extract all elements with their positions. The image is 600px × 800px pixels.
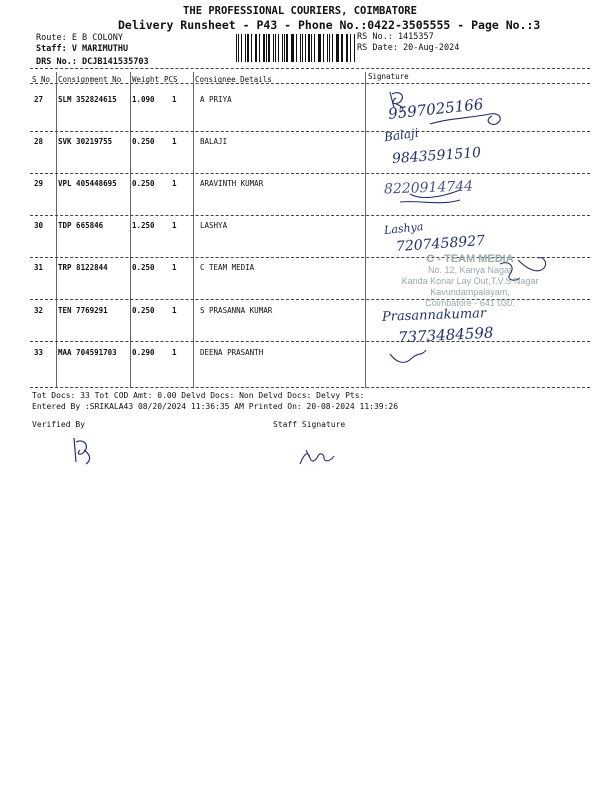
handwritten-name: Balaji — [383, 125, 420, 145]
barcode-bar — [318, 34, 319, 62]
barcode-bar — [247, 34, 249, 62]
company-title: THE PROFESSIONAL COURIERS, COIMBATORE — [183, 5, 417, 17]
col-consignment: Consignment No — [58, 75, 122, 84]
row-consignee: S PRASANNA KUMAR — [200, 306, 273, 315]
barcode-bar — [282, 34, 283, 62]
barcode-bar — [266, 34, 267, 62]
barcode-bar — [256, 34, 257, 62]
handwritten-phone: 9843591510 — [391, 144, 482, 168]
row-consignment: SLM 352824615 — [58, 95, 117, 104]
row-sno: 31 — [34, 263, 44, 272]
row-sno: 28 — [34, 137, 44, 146]
row-consignee: ARAVINTH KUMAR — [200, 179, 264, 188]
stamp-line: Coimbatore - 641 030. — [425, 298, 515, 308]
barcode-bar — [241, 34, 242, 62]
totals-summary: Tot Docs: 33 Tot COD Amt: 0.00 Delvd Docs: Non Delvd Docs: Delvy Pts: — [32, 391, 365, 400]
staff-signature-label: Staff Signature — [273, 420, 346, 429]
row-weight: 0.290 — [132, 348, 155, 357]
barcode-bar — [259, 34, 260, 62]
row-weight: 1.250 — [132, 221, 155, 230]
row-pcs: 1 — [172, 263, 177, 272]
barcode-bar — [292, 34, 294, 62]
stamp-line: C - TEAM MEDIA — [426, 253, 514, 265]
row-weight: 0.250 — [132, 306, 155, 315]
barcode-bar — [284, 34, 285, 62]
row-consignment: TRP 8122844 — [58, 263, 108, 272]
col-weight: Weight — [132, 75, 160, 84]
drs-number: DRS No.: DCJB141535703 — [36, 57, 149, 67]
barcode-bar — [268, 34, 270, 62]
handwritten-phone: 9597025166 — [387, 95, 485, 123]
barcode-bar — [255, 34, 256, 62]
row-sno: 32 — [34, 306, 44, 315]
row-pcs: 1 — [172, 306, 177, 315]
row-consignment: TEN 7769291 — [58, 306, 108, 315]
barcode-bar — [329, 34, 330, 62]
barcode-bar — [300, 34, 301, 62]
verifier-signature — [66, 430, 106, 470]
barcode-bar — [311, 34, 312, 62]
table-top-rule — [30, 68, 590, 69]
barcode-bar — [308, 34, 309, 62]
barcode-bar — [354, 34, 355, 62]
barcode-bar — [327, 34, 328, 62]
barcode-bar — [245, 34, 246, 62]
col-consignee: Consignee Details — [195, 75, 272, 84]
stamp-line: No. 12, Kanya Nagar — [427, 265, 513, 275]
row-sno: 29 — [34, 179, 44, 188]
row-consignment: MAA 704591703 — [58, 348, 117, 357]
row-weight: 0.250 — [132, 137, 155, 146]
row-pcs: 1 — [172, 179, 177, 188]
barcode-bar — [302, 34, 303, 62]
row-consignee: DEENA PRASANTH — [200, 348, 264, 357]
entered-by: Entered By :SRIKALA43 08/20/2024 11:36:35 AM Printed On: 20-08-2024 11:39:26 — [32, 402, 399, 411]
stamp-line: Kavundampalayam, — [430, 287, 510, 297]
row-sno: 33 — [34, 348, 44, 357]
row-pcs: 1 — [172, 348, 177, 357]
row-consignee: BALAJI — [200, 137, 228, 146]
handwritten-name: Lashya — [383, 219, 424, 238]
barcode-bar — [337, 34, 338, 62]
handwritten-phone: 7373484598 — [397, 323, 494, 347]
row-pcs: 1 — [172, 95, 177, 104]
rs-number: RS No.: 1415357 — [357, 32, 434, 42]
barcode-bar — [236, 34, 237, 62]
row-consignee: LASHYA — [200, 221, 228, 230]
col-pcs: PCS — [164, 75, 178, 84]
barcode-bar — [350, 34, 351, 62]
barcode-bar — [314, 34, 315, 62]
barcode-bar — [336, 34, 337, 62]
barcode-bar — [341, 34, 343, 62]
row-sno: 30 — [34, 221, 44, 230]
row-pcs: 1 — [172, 221, 177, 230]
route-label: Route: E B COLONY — [36, 33, 123, 43]
barcode-bar — [305, 34, 306, 62]
handwritten-name: Prasannakumar — [381, 306, 487, 325]
verified-by-label: Verified By — [32, 420, 85, 429]
row-consignee: A PRIYA — [200, 95, 232, 104]
table-bottom-rule — [30, 387, 590, 388]
signature-scribble — [390, 350, 426, 362]
handwritten-phone: 8220914744 — [383, 178, 474, 198]
barcode-bar — [251, 34, 252, 62]
row-consignment: VPL 405448695 — [58, 179, 117, 188]
handwritten-phone: 7207458927 — [395, 232, 486, 256]
barcode-bar — [319, 34, 321, 62]
row-consignment: TDP 665846 — [58, 221, 104, 230]
row-weight: 1.090 — [132, 95, 155, 104]
barcode-bar — [332, 34, 333, 62]
col-signature: Signature — [368, 72, 409, 81]
staff-signature — [296, 440, 346, 470]
row-consignment: SVK 30219755 — [58, 137, 113, 146]
col-sno: S No — [32, 75, 51, 84]
barcode-bar — [286, 34, 287, 62]
runsheet-subtitle: Delivery Runsheet - P43 - Phone No.:0422-3505555 - Page No.:3 — [118, 18, 541, 32]
barcode-bar — [275, 34, 276, 62]
row-weight: 0.250 — [132, 263, 155, 272]
barcode-bar — [273, 34, 274, 62]
barcode-bar — [291, 34, 292, 62]
barcode-bar — [278, 34, 279, 62]
barcode-bar — [346, 34, 347, 62]
barcode — [236, 34, 356, 62]
row-pcs: 1 — [172, 137, 177, 146]
row-weight: 0.250 — [132, 179, 155, 188]
company-stamp — [390, 254, 550, 309]
stamp-line: Kanda Konar Lay Out,T.V.S Nagar — [401, 276, 539, 286]
row-consignee: C TEAM MEDIA — [200, 263, 255, 272]
barcode-bar — [263, 34, 264, 62]
rs-date: RS Date: 20-Aug-2024 — [357, 43, 460, 53]
barcode-bar — [347, 34, 348, 62]
barcode-bar — [238, 34, 239, 62]
staff-label: Staff: V MARIMUTHU — [36, 44, 129, 54]
row-sno: 27 — [34, 95, 44, 104]
barcode-bar — [323, 34, 324, 62]
barcode-bar — [296, 34, 297, 62]
